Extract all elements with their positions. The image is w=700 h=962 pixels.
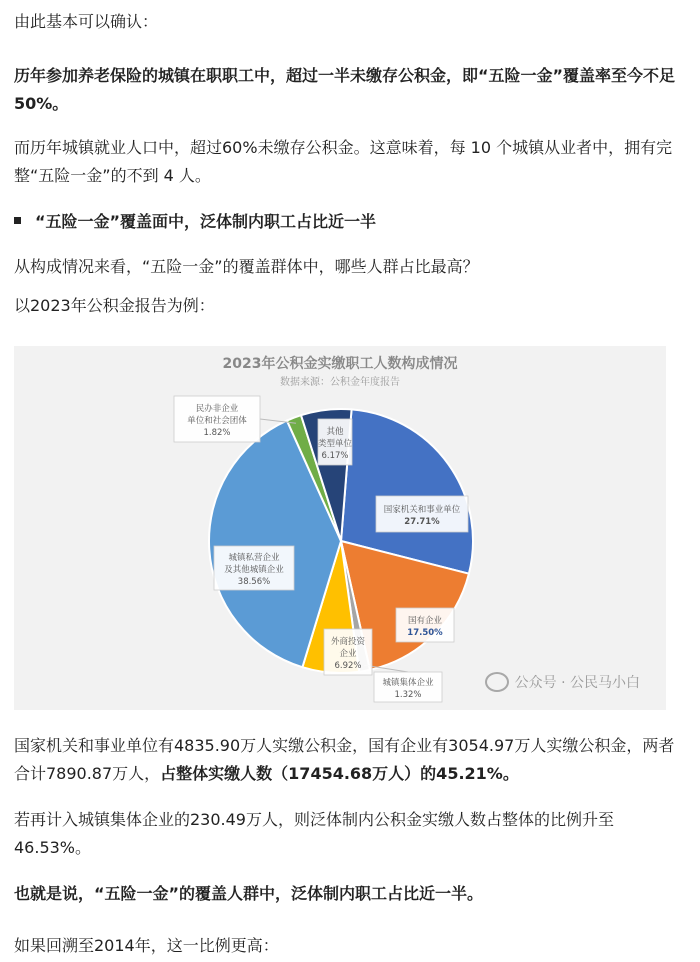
paragraph-2014: 如果回溯至2014年，这一比例更高： (14, 936, 279, 955)
wechat-icon (485, 672, 509, 692)
slice-value-label: 1.32% (394, 690, 422, 700)
paragraph-urban-employment: 而历年城镇就业人口中，超过60%未缴存公积金。这意味着，每 10 个城镇从业者中，拥有完整“五险一金”的不到 4 人。 (14, 138, 673, 185)
paragraph-collective: 若再计入城镇集体企业的230.49万人，则泛体制内公积金实缴人数占整体的比例升至46.53%。 (14, 810, 614, 857)
slice-name-label: 单位和社会团体 (187, 416, 247, 426)
slice-value-label: 38.56% (237, 577, 271, 587)
slice-name-label: 及其他城镇企业 (224, 565, 284, 575)
slice-value-label: 6.17% (321, 451, 349, 461)
conclusion-heading: 历年参加养老保险的城镇在职职工中，超过一半未缴存公积金，即“五险一金”覆盖率至今不足50%。 (14, 66, 676, 113)
section-heading-text: “五险一金”覆盖面中，泛体制内职工占比近一半 (35, 212, 377, 231)
summary-statement: 也就是说，“五险一金”的覆盖人群中，泛体制内职工占比近一半。 (14, 884, 484, 903)
slice-name-label: 外商投资 (330, 637, 366, 647)
paragraph-state-units-text: 国家机关和事业单位有4835.90万人实缴公积金，国有企业有3054.97万人实缴公积金，两者合计7890.87万人， (14, 736, 675, 783)
slice-name-label: 民办非企业 (195, 404, 239, 414)
slice-value-label: 6.92% (334, 661, 362, 671)
slice-name-label: 其他 (326, 427, 344, 437)
square-bullet-icon (14, 217, 21, 224)
paragraph-state-units-bold: 占整体实缴人数（17454.68万人）的45.21%。 (160, 764, 519, 783)
slice-name-label: 城镇私营企业 (228, 553, 280, 563)
paragraph-example: 以2023年公积金报告为例： (14, 296, 215, 315)
paragraph-state-units (14, 732, 684, 788)
pie-chart-svg (14, 346, 666, 710)
slice-name-label: 国家机关和事业单位 (383, 505, 461, 515)
paragraph-question: 从构成情况来看，“五险一金”的覆盖群体中，哪些人群占比最高？ (14, 257, 479, 276)
chart-title: 2023年公积金实缴职工人数构成情况 (222, 356, 458, 372)
slice-name-label: 类型单位 (317, 439, 353, 449)
watermark (485, 672, 640, 692)
slice-value-label: 17.50% (407, 628, 443, 638)
watermark-text: 公众号 · 公民马小白 (514, 675, 640, 691)
pie-chart (14, 346, 666, 710)
slice-value-label: 1.82% (203, 428, 231, 438)
slice-value-label: 27.71% (404, 517, 440, 527)
section-heading (14, 208, 684, 236)
slice-name-label: 城镇集体企业 (382, 678, 434, 688)
slice-name-label: 国有企业 (407, 616, 443, 626)
intro-text: 由此基本可以确认： (14, 12, 159, 31)
chart-subtitle: 数据来源：公积金年度报告 (280, 377, 400, 388)
slice-name-label: 企业 (339, 649, 357, 659)
